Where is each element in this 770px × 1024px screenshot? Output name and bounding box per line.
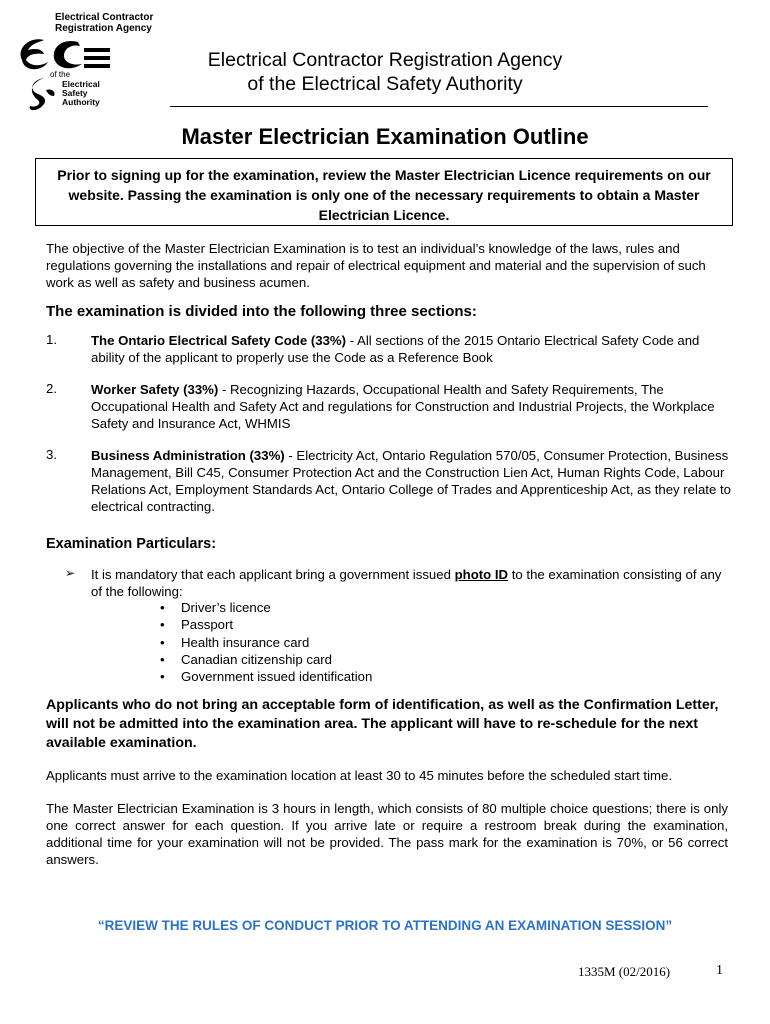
list-item: • Canadian citizenship card	[160, 651, 372, 668]
ecra-logo-text	[55, 12, 153, 34]
section-3-item	[91, 447, 731, 515]
section-1-item	[91, 332, 731, 366]
logo-of-the: of the	[50, 70, 71, 79]
list-item: • Health insurance card	[160, 634, 372, 651]
section-1-text: - All sections of the 2015 Ontario Electrical Safety Code and ability of the applicant to properly use the Code as a Reference Book	[91, 333, 700, 365]
section-2-number: 2.	[46, 381, 57, 396]
id-warning: Applicants who do not bring an acceptable form of identification, as well as the Confirmation Letter, will not be admitted into the examination area. The applicant will have to re-schedule for the next available examination.	[46, 697, 719, 751]
document-title: Master Electrician Examination Outline	[181, 124, 589, 149]
exam-details-paragraph: The Master Electrician Examination is 3 hours in length, which consists of 80 multiple choice questions; there is only one correct answer for each question. If you arrive late or require a restroom break during the examination, additional time for your examination will not be provided. The pass mark for the examination is 70%, or 56 correct answers.	[46, 801, 728, 867]
section-3-number: 3.	[46, 447, 57, 462]
objective-paragraph: The objective of the Master Electrician Examination is to test an individual’s knowledge of the laws, rules and regulations governing the installations and repair of electrical equipment and material and the supervision of such work as well as safety and business acumen.	[46, 241, 706, 290]
section-1-number: 1.	[46, 332, 57, 347]
logo-line-2: Registration Agency	[55, 23, 152, 34]
mandatory-before: It is mandatory that each applicant bring a government issued	[91, 567, 455, 582]
list-item: • Driver’s licence	[160, 599, 372, 616]
logo-line-1: Electrical Contractor	[55, 12, 154, 23]
section-3-title: Business Administration (33%)	[91, 448, 285, 463]
rules-of-conduct-reminder: “REVIEW THE RULES OF CONDUCT PRIOR TO ATTENDING AN EXAMINATION SESSION”	[97, 918, 673, 933]
page-number: 1	[716, 963, 723, 978]
esa-line-2: Safety	[62, 88, 88, 98]
form-code: 1335M (02/2016)	[578, 964, 671, 979]
photo-id-emphasis: photo ID	[454, 567, 509, 582]
list-item: • Passport	[160, 616, 372, 633]
mandatory-after: to the examination consisting of any of the following:	[91, 567, 722, 599]
agency-header	[170, 48, 600, 96]
section-2-title: Worker Safety (33%)	[91, 382, 219, 397]
arrival-paragraph: Applicants must arrive to the examination location at least 30 to 45 minutes before the scheduled start time.	[46, 768, 673, 783]
sections-heading: The examination is divided into the following three sections:	[46, 303, 477, 320]
section-2-item	[91, 381, 731, 432]
esa-logo-text	[62, 80, 100, 107]
header-divider	[170, 106, 708, 107]
mandatory-id-text	[91, 566, 731, 600]
agency-line-2: of the Electrical Safety Authority	[247, 73, 523, 95]
esa-line-1: Electrical	[62, 79, 100, 89]
list-item: • Government issued identification	[160, 668, 372, 685]
section-1-title: The Ontario Electrical Safety Code (33%)	[91, 333, 347, 348]
id-list	[160, 599, 372, 685]
section-3-text: - Electricity Act, Ontario Regulation 570/05, Consumer Protection, Business Management, Bill C45, Consumer Protection Act and the Construction Lien Act, Human Rights Code, Labour Relations Act, Employment Standards Act, Ontario College of Trades and Apprenticeship Act, as they relate to electrical contracting.	[91, 448, 731, 514]
section-2-text: - Recognizing Hazards, Occupational Health and Safety Requirements, The Occupational Health and Safety Act and regulations for Construction and Industrial Projects, the Workplace Safety and Insurance Act, WHMIS	[91, 382, 715, 431]
arrow-bullet-icon: ➢	[65, 566, 76, 580]
particulars-heading: Examination Particulars:	[46, 536, 217, 552]
agency-line-1: Electrical Contractor Registration Agency	[207, 49, 563, 71]
esa-line-3: Authority	[62, 97, 100, 107]
notice-box: Prior to signing up for the examination, review the Master Electrician Licence requirements on our website. Passing the examination is only one of the necessary requirements to obtain a Master Electrician Licence.	[35, 158, 733, 226]
